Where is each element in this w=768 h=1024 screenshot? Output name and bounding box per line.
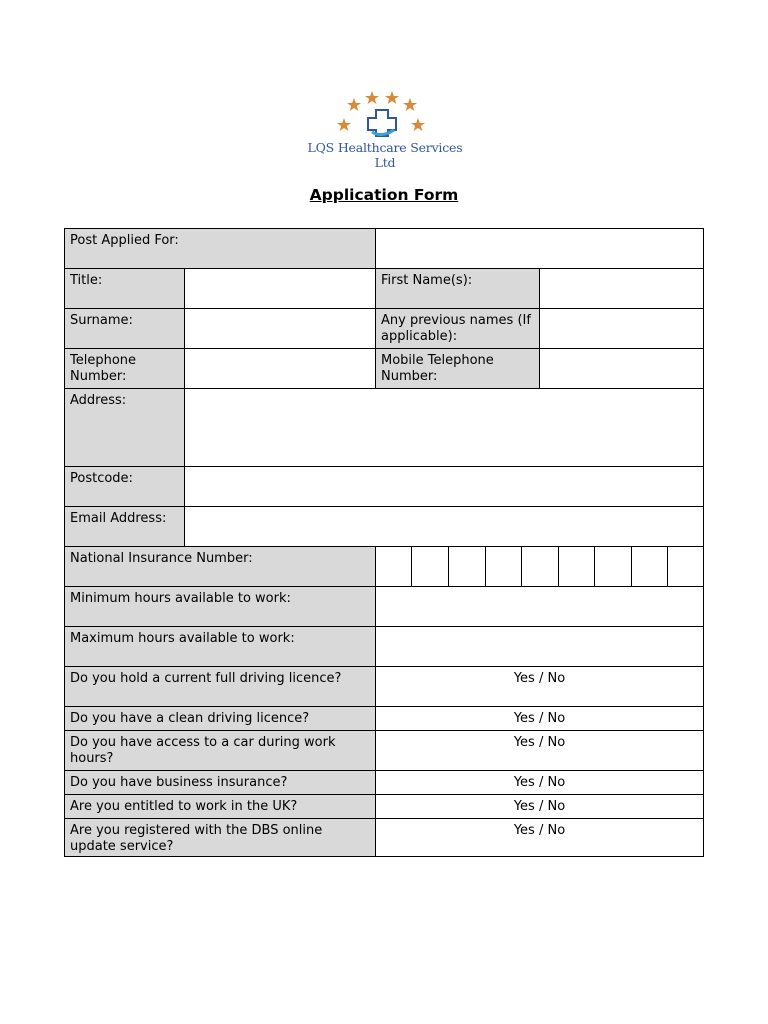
question-label: Do you hold a current full driving licence? (65, 667, 376, 707)
ni-box[interactable] (486, 547, 522, 587)
company-logo (300, 88, 470, 170)
surname-input[interactable] (185, 309, 376, 349)
min-hours-label: Minimum hours available to work: (65, 587, 376, 627)
ni-box[interactable] (412, 547, 449, 587)
address-label: Address: (65, 389, 185, 467)
previous-names-label: Any previous names (If applicable): (376, 309, 540, 349)
surname-label: Surname: (65, 309, 185, 349)
email-label: Email Address: (65, 507, 185, 547)
title-label: Title: (65, 269, 185, 309)
telephone-input[interactable] (185, 349, 376, 389)
min-hours-input[interactable] (376, 587, 703, 627)
question-label: Are you registered with the DBS online update service? (65, 819, 376, 856)
question-label: Are you entitled to work in the UK? (65, 795, 376, 819)
ni-box[interactable] (449, 547, 486, 587)
post-applied-input[interactable] (376, 229, 703, 269)
ni-box[interactable] (559, 547, 595, 587)
yes-no-answer[interactable]: Yes / No (376, 771, 703, 795)
email-input[interactable] (185, 507, 703, 547)
yes-no-answer[interactable]: Yes / No (376, 819, 703, 856)
page-title: Application Form (309, 186, 459, 204)
max-hours-label: Maximum hours available to work: (65, 627, 376, 667)
application-form-table (64, 228, 704, 857)
previous-names-input[interactable] (540, 309, 703, 349)
medical-cross-with-stars-icon (332, 88, 438, 138)
question-label: Do you have business insurance? (65, 771, 376, 795)
question-label: Do you have access to a car during work hours? (65, 731, 376, 771)
question-label: Do you have a clean driving licence? (65, 707, 376, 731)
first-names-label: First Name(s): (376, 269, 540, 309)
ni-box[interactable] (376, 547, 412, 587)
postcode-input[interactable] (185, 467, 703, 507)
company-name: LQS Healthcare Services Ltd (307, 140, 463, 170)
postcode-label: Postcode: (65, 467, 185, 507)
ni-number-label: National Insurance Number: (65, 547, 376, 587)
post-applied-label: Post Applied For: (65, 229, 376, 269)
ni-box[interactable] (595, 547, 632, 587)
yes-no-answer[interactable]: Yes / No (376, 795, 703, 819)
mobile-label: Mobile Telephone Number: (376, 349, 540, 389)
yes-no-answer[interactable]: Yes / No (376, 667, 703, 707)
mobile-input[interactable] (540, 349, 703, 389)
address-input[interactable] (185, 389, 703, 467)
yes-no-answer[interactable]: Yes / No (376, 707, 703, 731)
title-input[interactable] (185, 269, 376, 309)
ni-box[interactable] (668, 547, 703, 587)
ni-box[interactable] (522, 547, 559, 587)
ni-box[interactable] (632, 547, 668, 587)
yes-no-answer[interactable]: Yes / No (376, 731, 703, 771)
first-names-input[interactable] (540, 269, 703, 309)
telephone-label: Telephone Number: (65, 349, 185, 389)
max-hours-input[interactable] (376, 627, 703, 667)
